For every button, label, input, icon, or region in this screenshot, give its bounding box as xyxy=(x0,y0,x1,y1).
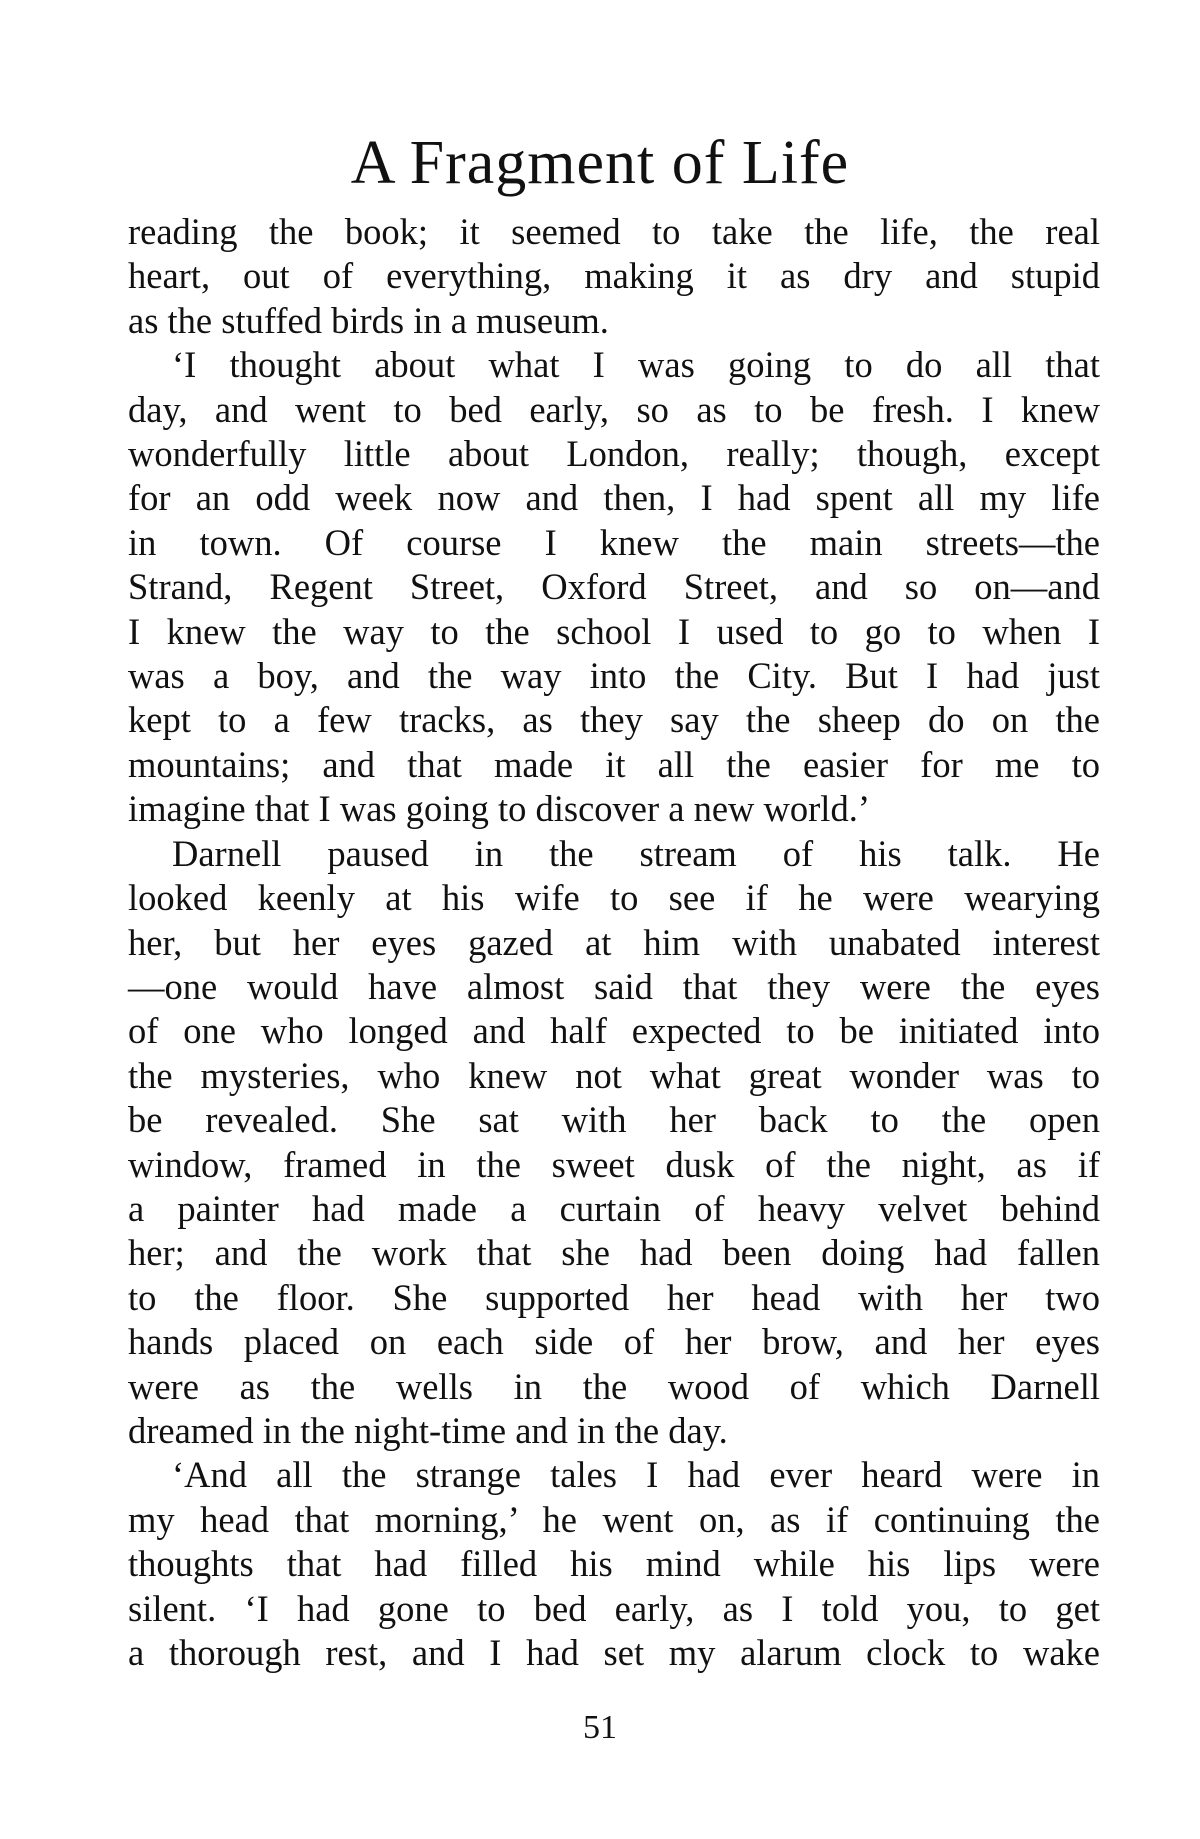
text-line: hands placed on each side of her brow, and her eyes xyxy=(128,1321,1100,1363)
text-line: heart, out of everything, making it as dry and stupid xyxy=(128,255,1100,297)
text-line: day, and went to bed early, so as to be fresh. I knew xyxy=(128,388,1100,430)
running-title: A Fragment of Life xyxy=(350,129,850,197)
text-line: a thorough rest, and I had set my alarum clock to wake xyxy=(128,1632,1100,1673)
paragraph-4 xyxy=(128,1453,1100,1675)
text-line: were as the wells in the wood of which Darnell xyxy=(128,1365,1100,1407)
text-line: imagine that I was going to discover a new world.’ xyxy=(128,788,870,830)
text-line: dreamed in the night-time and in the day. xyxy=(128,1409,728,1451)
text-line: of one who longed and half expected to be initiated into xyxy=(128,1010,1100,1052)
text-line: be revealed. She sat with her back to the open xyxy=(128,1099,1100,1141)
text-line: to the floor. She supported her head with her two xyxy=(128,1276,1100,1318)
text-line: the mysteries, who knew not what great wonder was to xyxy=(128,1054,1100,1096)
text-line: window, framed in the sweet dusk of the night, as if xyxy=(128,1143,1100,1185)
text-line: looked keenly at his wife to see if he were wearying xyxy=(128,877,1100,919)
text-line: ‘And all the strange tales I had ever heard were in xyxy=(172,1454,1100,1496)
text-line: my head that morning,’ he went on, as if continuing the xyxy=(128,1498,1100,1540)
text-line: I knew the way to the school I used to go to when I xyxy=(128,610,1100,652)
text-line: Darnell paused in the stream of his talk. He xyxy=(172,832,1100,874)
page-number: 51 xyxy=(583,1709,617,1746)
text-line: for an odd week now and then, I had spent all my life xyxy=(128,477,1100,519)
text-line: her; and the work that she had been doing had fallen xyxy=(128,1232,1100,1274)
text-line: wonderfully little about London, really; though, except xyxy=(128,433,1100,475)
text-line: her, but her eyes gazed at him with unabated interest xyxy=(128,921,1100,963)
text-line: kept to a few tracks, as they say the sheep do on the xyxy=(128,699,1100,741)
text-line: ‘I thought about what I was going to do all that xyxy=(172,344,1100,386)
text-line: reading the book; it seemed to take the life, the real xyxy=(128,211,1100,252)
text-line: —one would have almost said that they were the eyes xyxy=(128,965,1100,1007)
text-line: was a boy, and the way into the City. But I had just xyxy=(128,655,1100,697)
paragraph-2 xyxy=(128,343,1100,831)
body-text xyxy=(128,210,1100,1675)
text-line: thoughts that had filled his mind while his lips were xyxy=(128,1543,1100,1585)
paragraph-3 xyxy=(128,832,1100,1454)
text-line: silent. ‘I had gone to bed early, as I told you, to get xyxy=(128,1587,1100,1629)
text-line: mountains; and that made it all the easier for me to xyxy=(128,743,1100,785)
text-line: Strand, Regent Street, Oxford Street, and so on—and xyxy=(128,566,1100,608)
text-line: a painter had made a curtain of heavy velvet behind xyxy=(128,1187,1100,1229)
text-line: in town. Of course I knew the main streets—the xyxy=(128,521,1100,563)
paragraph-1 xyxy=(128,210,1100,343)
text-line: as the stuffed birds in a museum. xyxy=(128,299,609,341)
